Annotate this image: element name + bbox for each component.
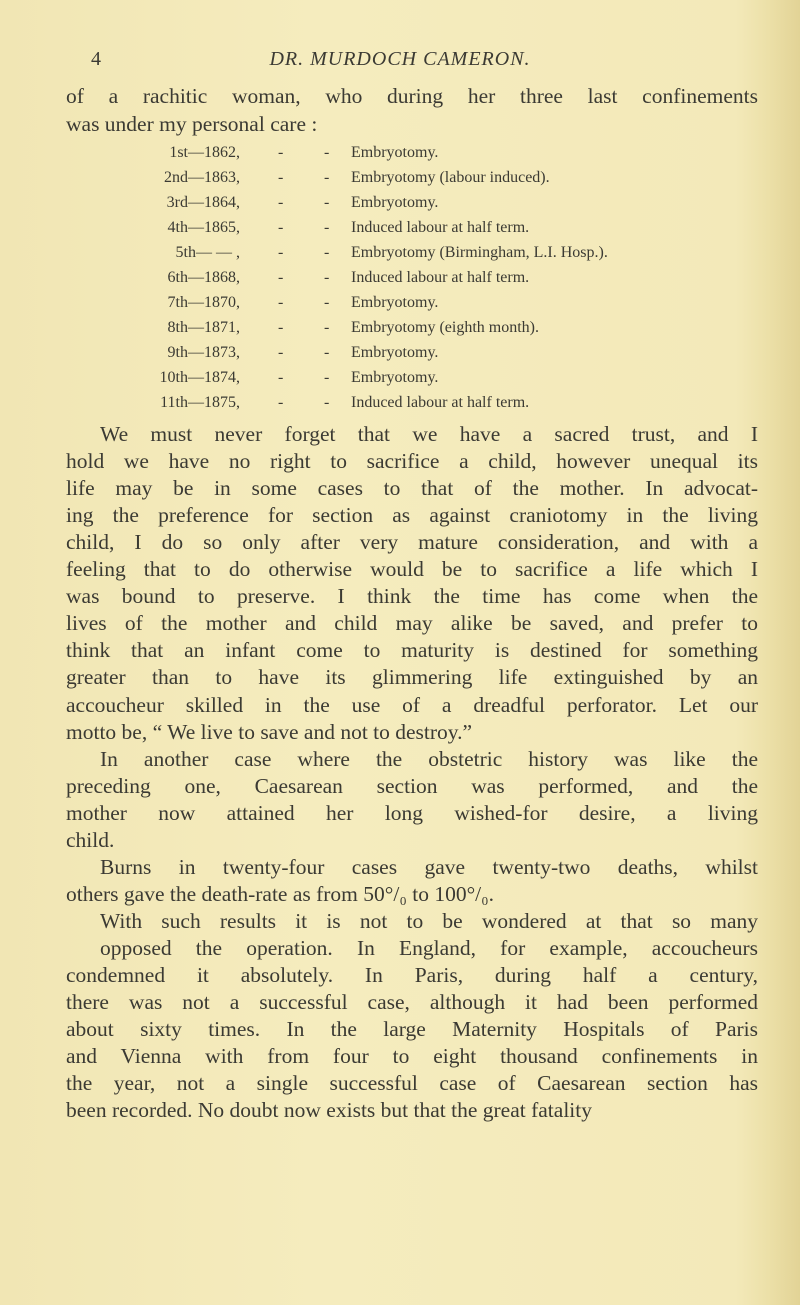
leader-dash: - [324,319,330,336]
confinement-label: 8th—1871, [167,319,240,336]
confinement-outcome: Embryotomy. [351,369,439,386]
text-line: In another case where the obstetric history was like the [100,746,758,771]
confinement-outcome: Embryotomy (Birmingham, L.I. Hosp.). [351,244,608,261]
leader-dash: - [324,219,330,236]
confinement-label: 5th— — , [175,244,240,261]
text-line: about sixty times. In the large Maternity Hospitals of Paris [66,1017,758,1042]
confinement-outcome: Embryotomy. [351,294,439,311]
leader-dash: - [324,394,330,411]
confinement-outcome: Embryotomy (labour induced). [351,169,550,186]
leader-dash: - [324,169,330,186]
text-line: With such results it is not to be wondered at that so many [100,908,758,933]
confinement-label: 9th—1873, [167,344,240,361]
text-line: child. [66,827,115,852]
confinement-row [0,365,800,390]
leader-dash: - [324,244,330,261]
leader-dash: - [278,194,284,211]
confinement-label: 2nd—1863, [164,169,240,186]
leader-dash: - [278,369,284,386]
text-line: greater than to have its glimmering life extinguished by an [66,665,758,690]
leader-dash: - [324,194,330,211]
text-line: ing the preference for section as against craniotomy in the living [66,503,758,528]
leader-dash: - [324,344,330,361]
text-line: the year, not a single successful case of Caesarean section has [66,1071,758,1096]
text-line: think that an infant come to maturity is destined for something [66,638,758,663]
confinement-label: 4th—1865, [167,219,240,236]
text-line: was bound to preserve. I think the time has come when the [66,584,758,609]
leader-dash: - [278,244,284,261]
leader-dash: - [278,294,284,311]
confinement-outcome: Embryotomy. [351,144,439,161]
confinement-label: 3rd—1864, [166,194,240,211]
text-line: motto be, “ We live to save and not to destroy.” [66,719,473,744]
confinement-row [0,340,800,365]
confinement-label: 10th—1874, [159,369,240,386]
confinement-label: 6th—1868, [167,269,240,286]
confinement-outcome: Embryotomy. [351,344,439,361]
text-line: others gave the death-rate as from 50°/₀ to 100°/₀. [66,881,495,906]
confinement-outcome: Induced labour at half term. [351,219,530,236]
leader-dash: - [278,219,284,236]
confinement-row [0,215,800,240]
confinement-row [0,265,800,290]
leader-dash: - [278,169,284,186]
confinement-row [0,140,800,165]
leader-dash: - [278,394,284,411]
leader-dash: - [324,144,330,161]
confinement-label: 7th—1870, [167,294,240,311]
running-head: DR. MURDOCH CAMERON. [269,48,531,70]
confinement-row [0,315,800,340]
text-line: opposed the operation. In England, for example, accoucheurs [100,935,758,960]
text-line: life may be in some cases to that of the mother. In advocat- [66,476,758,501]
leader-dash: - [324,369,330,386]
confinement-outcome: Induced labour at half term. [351,394,530,411]
text-line: preceding one, Caesarean section was performed, and the [66,773,758,798]
text-line: was under my personal care : [66,112,318,136]
text-line: condemned it absolutely. In Paris, during half a century, [66,963,758,987]
text-line: there was not a successful case, although it had been performed [66,990,758,1015]
leader-dash: - [324,269,330,286]
confinement-row [0,390,800,415]
leader-dash: - [278,269,284,286]
text-line: mother now attained her long wished-for desire, a living [66,800,758,825]
confinement-row [0,190,800,215]
confinement-row [0,165,800,190]
leader-dash: - [278,344,284,361]
text-line: We must never forget that we have a sacred trust, and I [100,422,758,446]
confinement-label: 11th—1875, [160,394,240,411]
leader-dash: - [278,319,284,336]
confinement-row [0,290,800,315]
confinement-row [0,240,800,265]
confinement-outcome: Embryotomy (eighth month). [351,319,539,336]
text-line: child, I do so only after very mature consideration, and with a [66,530,758,555]
page-number: 4 [91,48,101,70]
text-line: Burns in twenty-four cases gave twenty-two deaths, whilst [100,854,758,879]
confinement-outcome: Embryotomy. [351,194,439,211]
confinement-label: 1st—1862, [169,144,240,161]
text-line: of a rachitic woman, who during her three last confinements [66,84,758,108]
leader-dash: - [324,294,330,311]
confinement-outcome: Induced labour at half term. [351,269,530,286]
text-line: feeling that to do otherwise would be to sacrifice a life which I [66,557,758,582]
text-line: been recorded. No doubt now exists but that the great fatality [66,1098,592,1123]
text-line: accoucheur skilled in the use of a dreadful perforator. Let our [66,692,758,717]
leader-dash: - [278,144,284,161]
text-line: and Vienna with from four to eight thousand confinements in [66,1044,758,1069]
text-line: hold we have no right to sacrifice a child, however unequal its [66,449,758,474]
text-line: lives of the mother and child may alike be saved, and prefer to [66,611,758,636]
